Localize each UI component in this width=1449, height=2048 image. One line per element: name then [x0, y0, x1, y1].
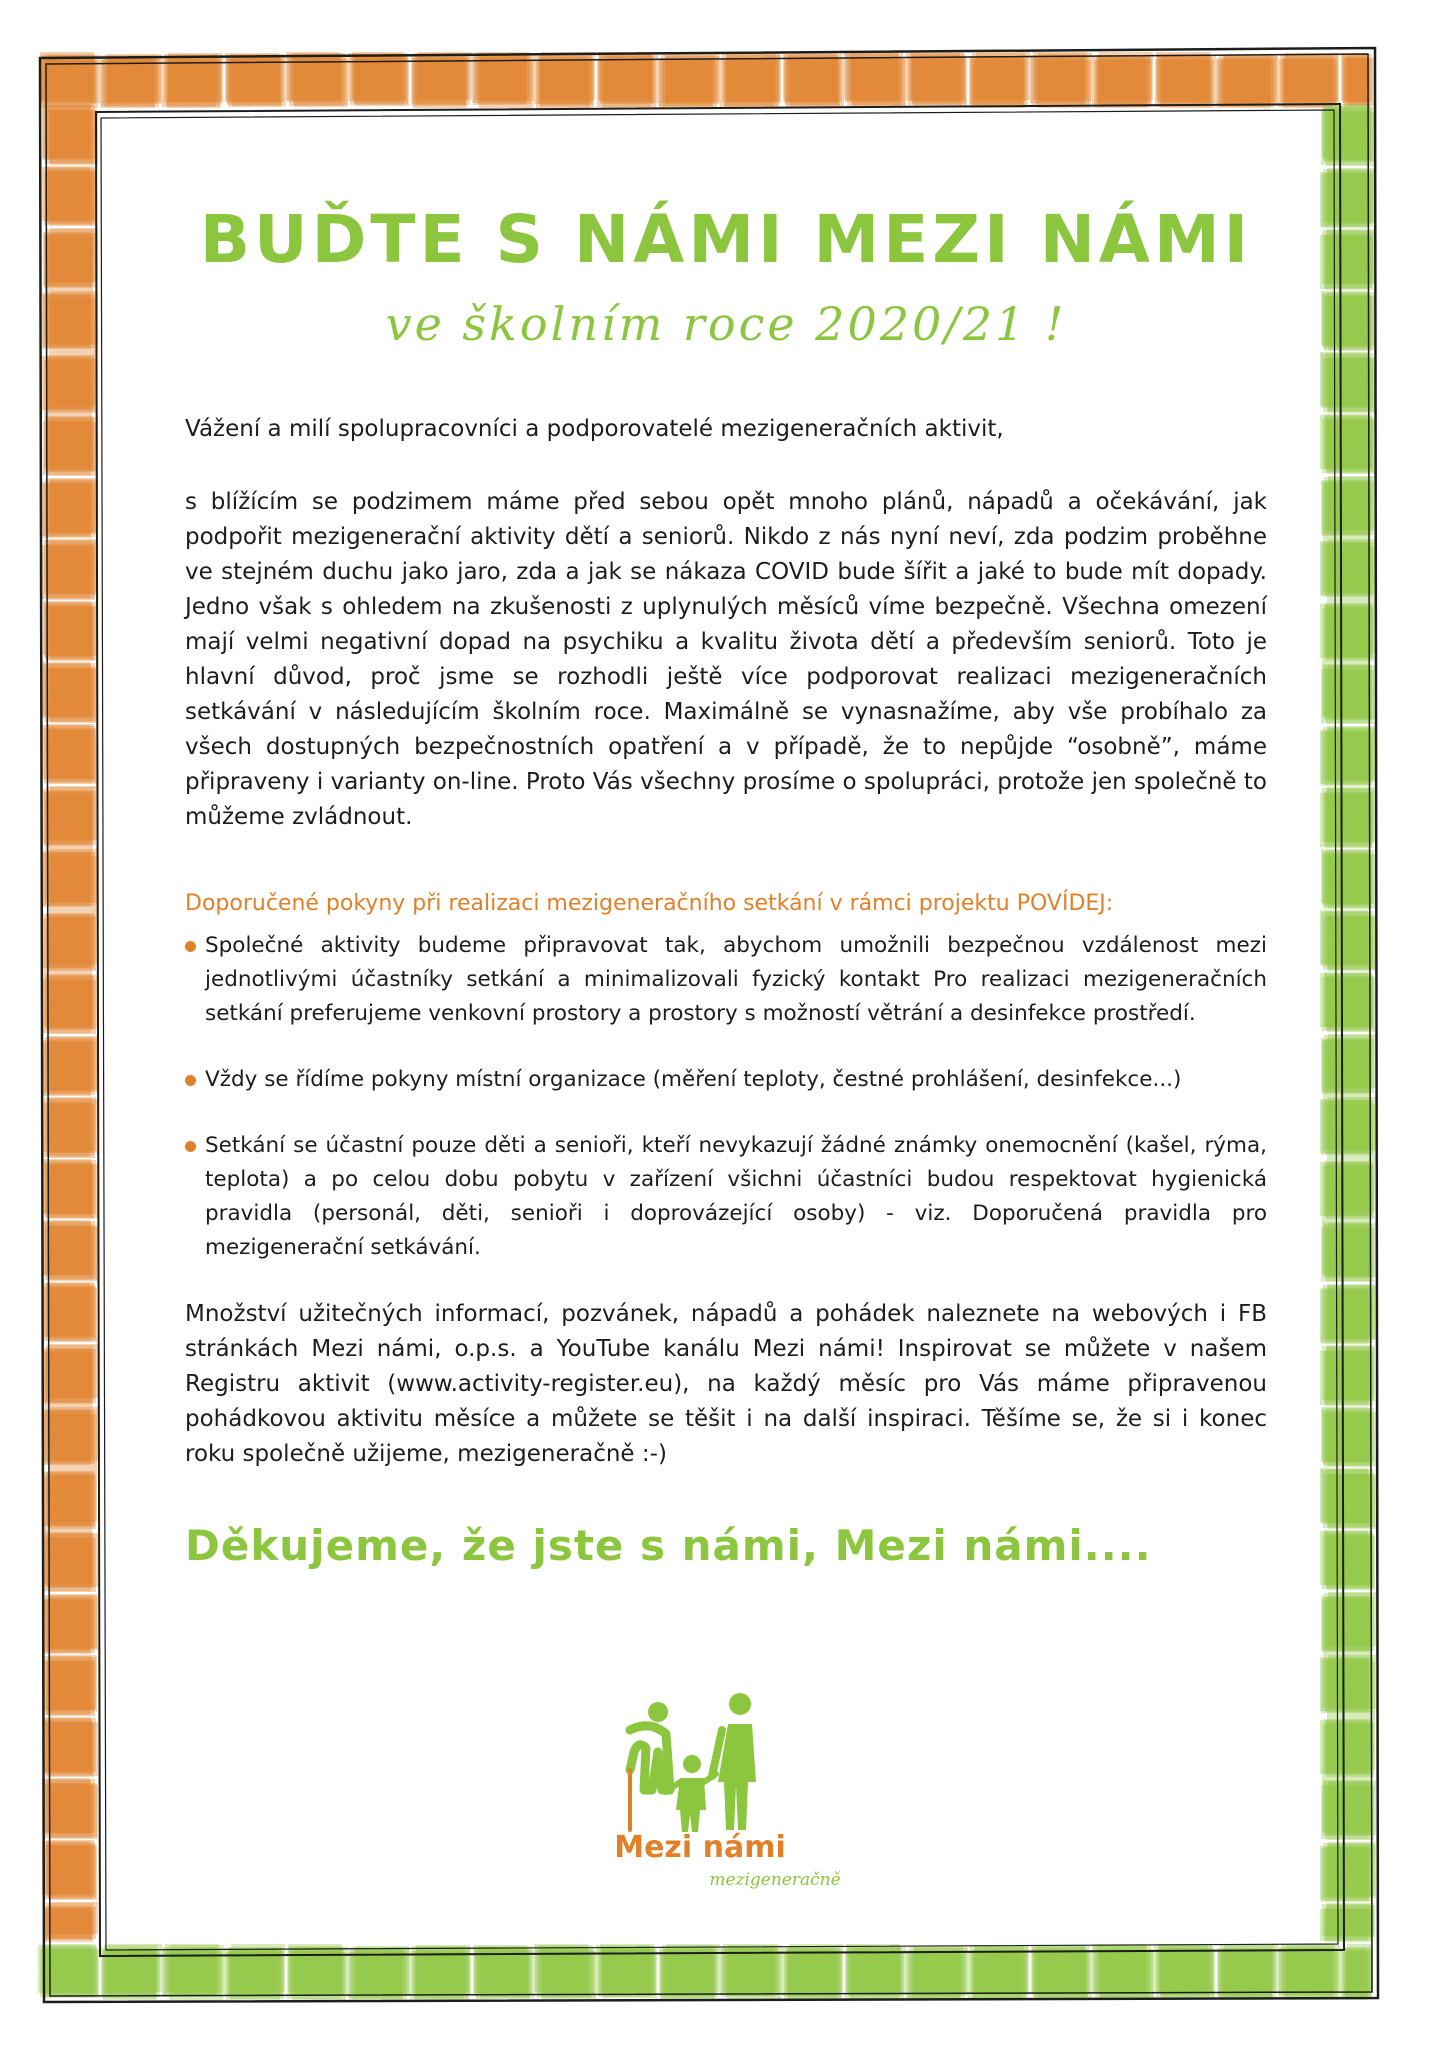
- logo-tagline: mezigeneračně: [709, 1870, 841, 1890]
- thanks-line: Děkujeme, že jste s námi, Mezi námi....: [185, 1521, 1152, 1570]
- greeting: Vážení a milí spolupracovníci a podporovatelé mezigeneračních aktivit,: [185, 416, 1004, 442]
- bullet-icon: [185, 1075, 196, 1086]
- logo-name: Mezi námi: [614, 1830, 786, 1865]
- guideline-item: Setkání se účastní pouze děti a senioři, kteří nevykazují žádné známky onemocnění (kašel, rýma, teplota) a po celou dobu pobytu v zařízení všichni účastníci budou respektovat hygienická pravidla (personál, děti, senioři i doprovázející osoby) - viz. Doporučená pravidla pro mezigenerační setkávání.: [185, 1129, 1267, 1265]
- bullet-icon: [185, 1141, 196, 1152]
- bullet-icon: [185, 941, 196, 952]
- page-title: BUĎTE S NÁMI MEZI NÁMI: [199, 201, 1253, 278]
- intro-paragraph: s blížícím se podzimem máme před sebou opět mnoho plánů, nápadů a očekávání, jak podpořit mezigenerační aktivity dětí a seniorů. Nikdo z nás nyní neví, zda podzim proběhne ve stejném duchu jako jaro, zda a jak se nákaza COVID bude šířit a jaké to bude mít dopady. Jedno však s ohledem na zkušenosti z uplynulých měsíců víme bezpečně. Všechna omezení mají velmi negativní dopad na psychiku a kvalitu života dětí a především seniorů. Toto je hlavní důvod, proč jsme se rozhodli ještě více podporovat realizaci mezigeneračních setkávání v následujícím školním roce. Maximálně se vynasnažíme, aby vše probíhalo za všech dostupných bezpečnostních opatření a v případě, že to nepůjde “osobně”, máme připraveny i varianty on-line. Proto Vás všechny prosíme o spolupráci, protože jen společně to můžeme zvládnout.: [185, 489, 1267, 830]
- guideline-item: Společné aktivity budeme připravovat tak, abychom umožnili bezpečnou vzdálenost mezi jednotlivými účastníky setkání a minimalizovali fyzický kontakt Pro realizaci mezigeneračních setkání preferujeme venkovní prostory a prostory s možností větrání a desinfekce prostředí.: [185, 929, 1267, 1031]
- guidelines-list: [185, 929, 1267, 1265]
- guidelines-heading: Doporučené pokyny při realizaci mezigeneračního setkání v rámci projektu POVÍDEJ:: [185, 891, 1114, 916]
- page-subtitle: ve školním roce 2020/21 !: [385, 297, 1067, 351]
- family-logo-icon: [600, 1690, 800, 1840]
- mezi-nami-logo: [590, 1690, 870, 1890]
- guideline-item: Vždy se řídíme pokyny místní organizace (měření teploty, čestné prohlášení, desinfekce...): [185, 1063, 1267, 1097]
- closing-paragraph: Množství užitečných informací, pozvánek, nápadů a pohádek naleznete na webových i FB stránkách Mezi námi, o.p.s. a YouTube kanálu Mezi námi! Inspirovat se můžete v našem Registru aktivit (www.activity-register.eu), na každý měsíc pro Vás máme připravenou pohádkovou aktivitu měsíce a můžete se těšit i na další inspiraci. Těšíme se, že si i konec roku společně užijeme, mezigeneračně :-): [185, 1301, 1267, 1467]
- letter-content: [185, 200, 1267, 1576]
